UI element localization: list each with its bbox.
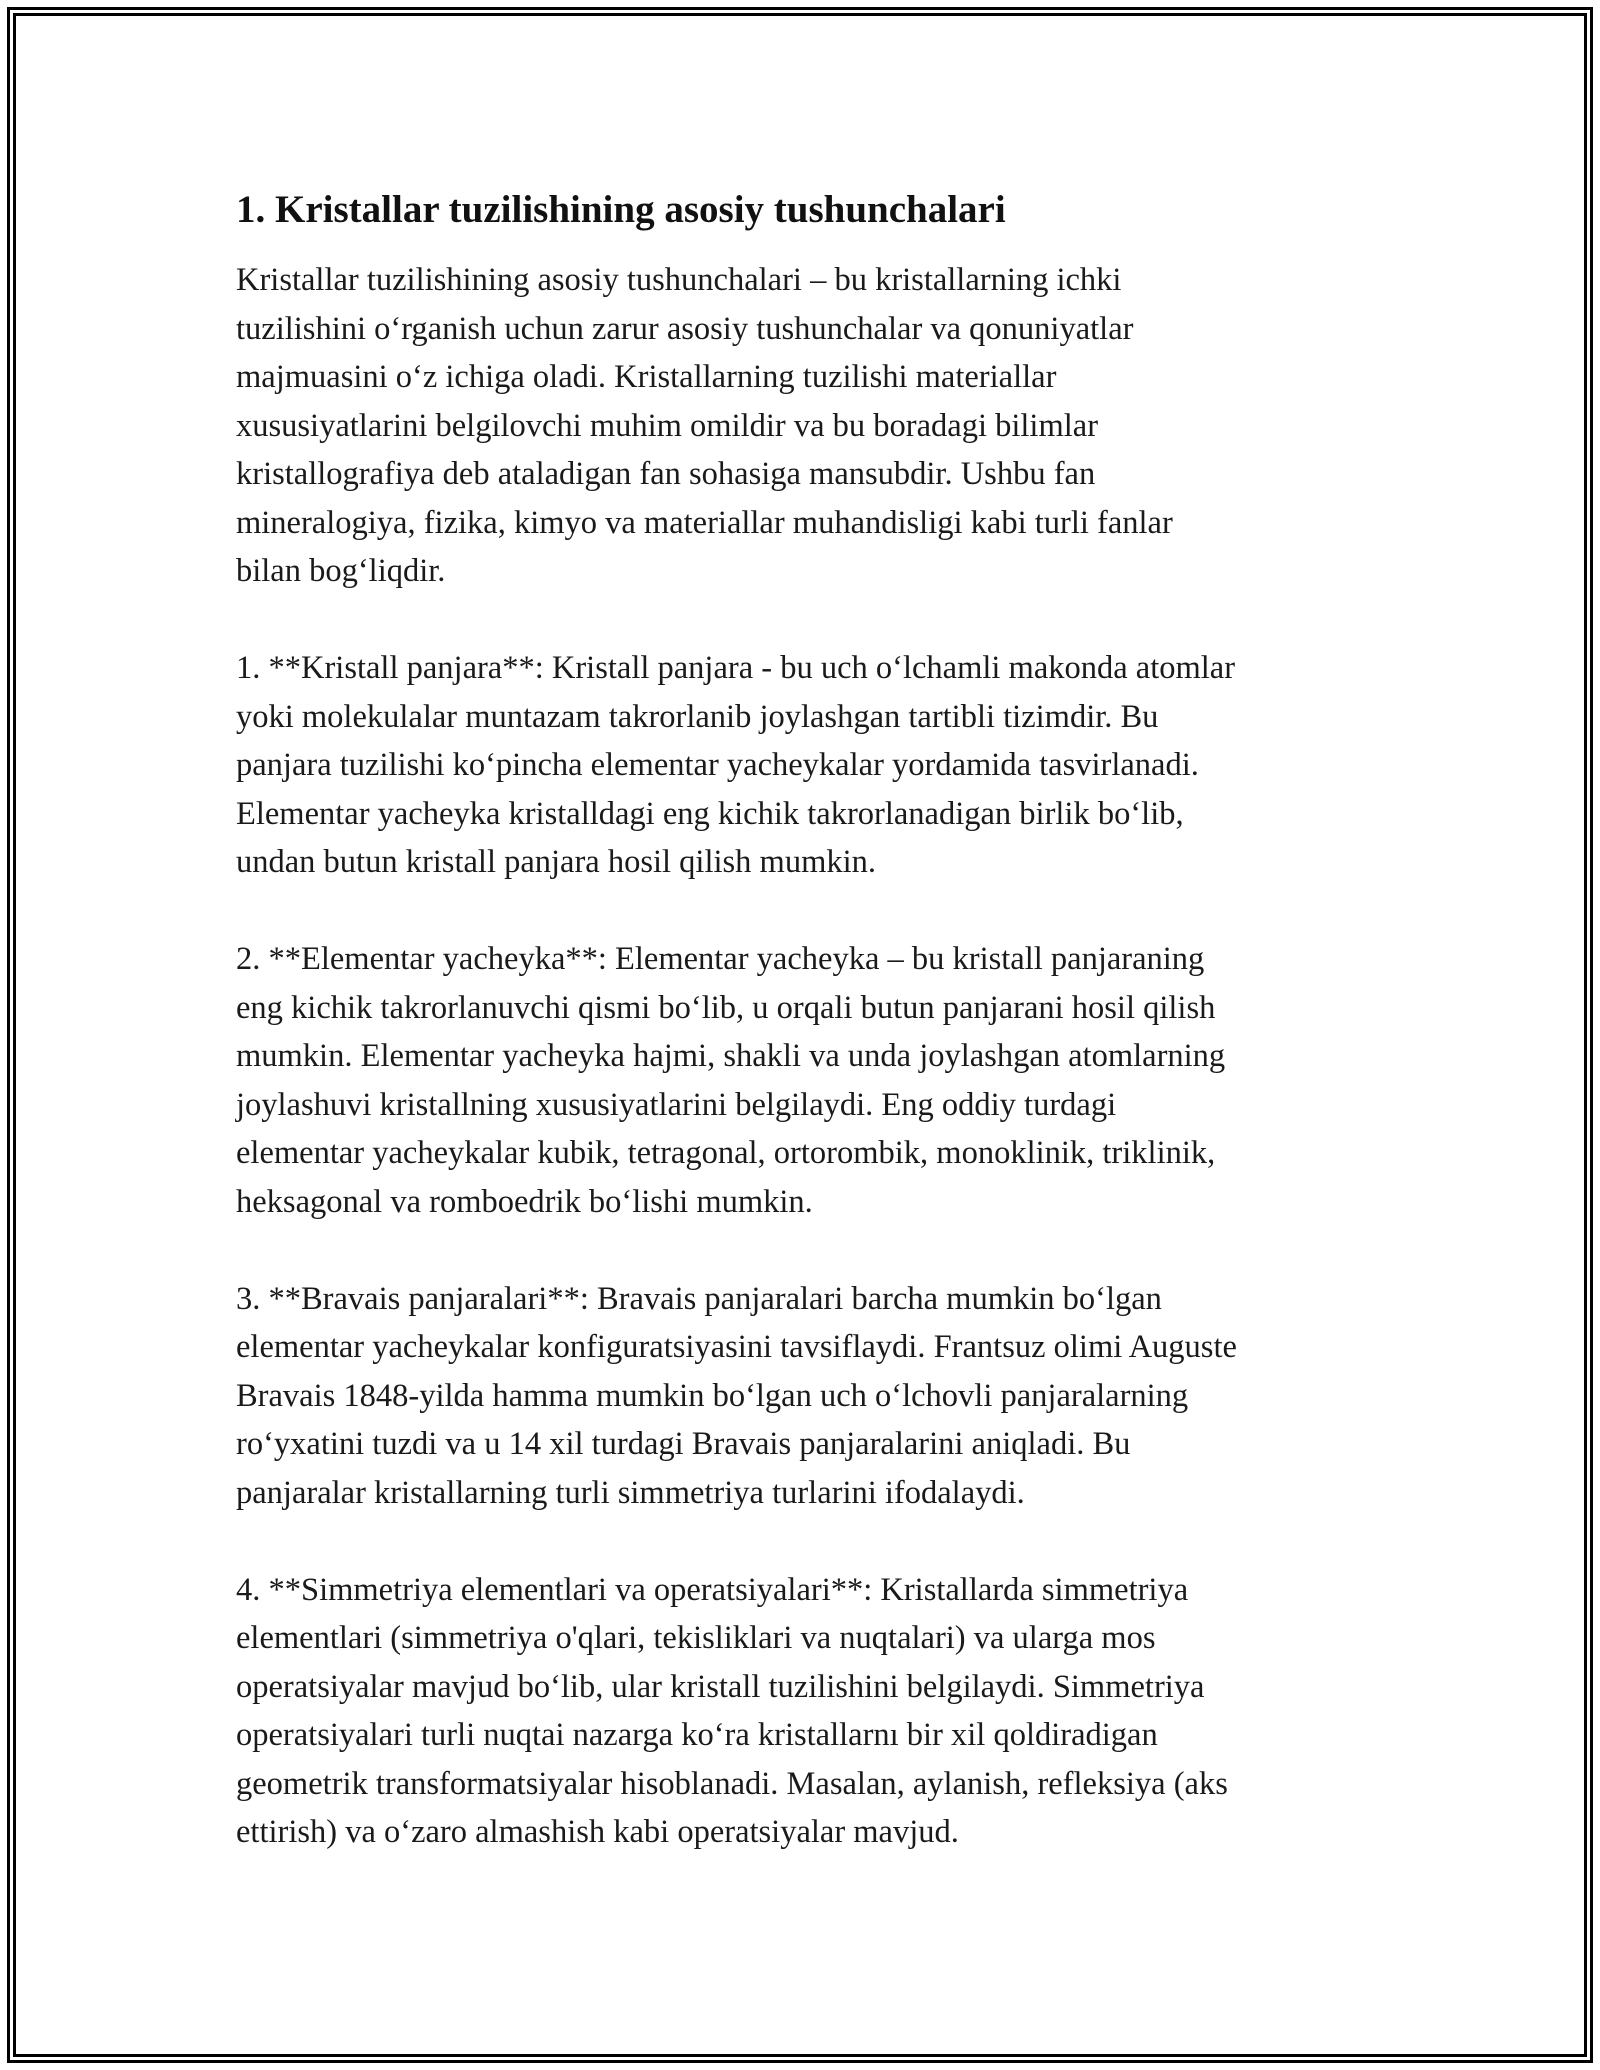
text-line: Kristallar tuzilishining asosiy tushunchalari – bu kristallarning ichki [236,262,1122,298]
text-line: mineralogiya, fizika, kimyo va materiallar muhandisligi kabi turli fanlar [236,504,1173,541]
text-line: joylashuvi kristallning xususiyatlarini belgilaydi. Eng oddiy turdagi [236,1086,1117,1123]
text-line: elementar yacheykalar kubik, tetragonal, ortorombik, monoklinik, triklinik, [236,1135,1216,1171]
numbered-paragraph [236,644,1376,887]
numbered-paragraph [236,1275,1376,1518]
text-line: 2. **Elementar yacheyka**: Elementar yacheyka – bu kristall panjaraning [236,941,1205,977]
text-line: xususiyatlarini belgilovchi muhim omildir va bu boradagi bilimlar [236,407,1099,444]
numbered-paragraph [236,935,1376,1226]
text-line: 1. **Kristall panjara**: Kristall panjara - bu uch o‘lchamli makonda atomlar [236,650,1236,686]
text-line: Bravais 1848-yilda hamma mumkin bo‘lgan uch o‘lchovli panjaralarning [236,1377,1189,1414]
text-line: panjaralar kristallarning turli simmetriya turlarini ifodalaydi. [236,1474,1025,1511]
text-line: panjara tuzilishi ko‘pincha elementar yacheykalar yordamida tasvirlanadi. [236,747,1199,783]
text-line: elementar yacheykalar konfiguratsiyasini tavsiflaydi. Frantsuz olimi Auguste [236,1329,1237,1365]
page-title: 1. Kristallar tuzilishining asosiy tushunchalari [236,188,1006,231]
text-line: Elementar yacheyka kristalldagi eng kichik takrorlanadigan birlik bo‘lib, [236,795,1184,832]
text-line: bilan bog‘liqdir. [236,553,446,589]
intro-paragraph [236,256,1376,596]
text-line: kristallografiya deb ataladigan fan sohasiga mansubdir. Ushbu fan [236,456,1096,492]
text-line: 4. **Simmetriya elementlari va operatsiyalari**: Kristallarda simmetriya [236,1571,1189,1608]
text-line: operatsiyalari turli nuqtai nazarga ko‘ra kristallarnı bir xil qoldiradigan [236,1717,1158,1753]
text-line: eng kichik takrorlanuvchi qismi bo‘lib, u orqali butun panjarani hosil qilish [236,989,1216,1026]
document-body [236,184,1376,1905]
text-line: majmuasini o‘z ichiga oladi. Kristallarning tuzilishi materiallar [236,359,1057,395]
numbered-paragraph [236,1566,1376,1857]
text-line: mumkin. Elementar yacheyka hajmi, shakli va unda joylashgan atomlarning [236,1038,1226,1074]
text-line: ettirish) va o‘zaro almashish kabi operatsiyalar mavjud. [236,1814,959,1850]
text-line: ro‘yxatini tuzdi va u 14 xil turdagi Bravais panjaralarini aniqladi. Bu [236,1426,1131,1462]
paragraph-list [236,256,1376,1857]
text-line: undan butun kristall panjara hosil qilish mumkin. [236,844,877,880]
text-line: operatsiyalar mavjud bo‘lib, ular kristall tuzilishini belgilaydi. Simmetriya [236,1668,1205,1705]
text-line: 3. **Bravais panjaralari**: Bravais panjaralari barcha mumkin bo‘lgan [236,1280,1162,1317]
text-line: elementlari (simmetriya o'qlari, tekisliklari va nuqtalari) va ularga mos [236,1620,1156,1656]
text-line: tuzilishini o‘rganish uchun zarur asosiy tushunchalar va qonuniyatlar [236,310,1134,347]
text-line: yoki molekulalar muntazam takrorlanib joylashgan tartibli tizimdir. Bu [236,698,1159,735]
text-line: geometrik transformatsiyalar hisoblanadi. Masalan, aylanish, refleksiya (aks [236,1765,1228,1802]
text-line: heksagonal va romboedrik bo‘lishi mumkin. [236,1183,813,1220]
